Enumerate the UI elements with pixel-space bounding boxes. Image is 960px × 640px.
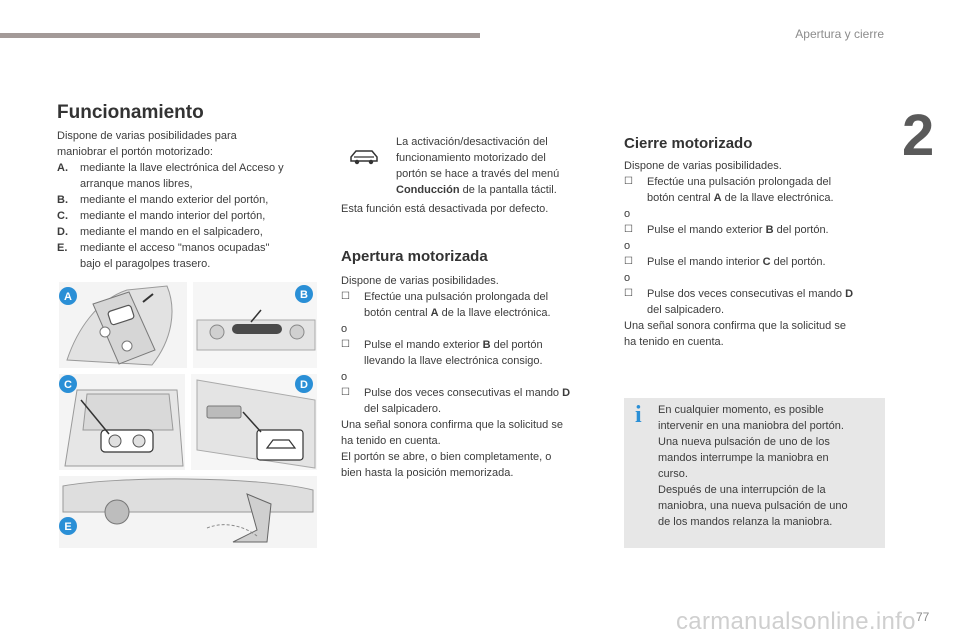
list-item: ☐ Efectúe una pulsación prolongada del botón central A de la llave electrónica. — [624, 176, 834, 204]
activation-text: La activación/desactivación del funcionamiento motorizado del portón se hace a través del menú Conducción de la pantalla táctil. — [396, 136, 560, 196]
list-item: ☐ Pulse dos veces consecutivas el mando D del salpicadero. — [341, 387, 571, 415]
option-list — [57, 160, 319, 272]
subtitle-closing: Cierre motorizado — [624, 135, 753, 152]
label-b — [295, 285, 313, 303]
info-note — [624, 398, 885, 548]
interior-button-panel — [59, 374, 185, 470]
list-item: ☐ Pulse dos veces consecutivas el mando D del salpicadero. — [624, 288, 854, 316]
info-note-text: En cualquier momento, es posible intervenir en una maniobra del portón. Una nueva pulsación de uno de los mandos interrumpe la maniobra en curso. Después de una interrupción de la maniobra, una nueva pulsación de uno de los mandos relanza la maniobra. — [658, 404, 848, 528]
svg-text:C: C — [64, 379, 72, 391]
list-item: E. mediante el acceso "manos ocupadas" bajo el paragolpes trasero. — [57, 242, 270, 270]
watermark: carmanualsonline.info — [676, 608, 916, 635]
list-item: ☐ Pulse el mando exterior B del portón llevando la llave electrónica consigo. — [341, 339, 543, 367]
subtitle-opening: Apertura motorizada — [341, 248, 488, 265]
default-text: Esta función está desactivada por defecto. — [341, 203, 549, 215]
label-c — [59, 375, 77, 393]
controls-illustration — [57, 280, 319, 550]
label-d — [295, 375, 313, 393]
closing-steps — [624, 174, 886, 318]
info-icon: i — [635, 402, 642, 428]
list-item: o — [624, 208, 631, 220]
svg-text:E: E — [64, 521, 72, 533]
list-item: o — [624, 240, 631, 252]
list-item: D. mediante el mando en el salpicadero, — [57, 226, 263, 238]
key-fob-panel — [59, 282, 187, 368]
svg-text:D: D — [300, 379, 308, 391]
label-a — [59, 287, 77, 305]
chapter-number: 2 — [902, 103, 935, 168]
header-bar — [0, 33, 480, 38]
list-item: o — [624, 272, 631, 284]
list-item: ☐ Pulse el mando exterior B del portón. — [624, 224, 829, 236]
svg-text:B: B — [300, 289, 308, 301]
page-title: Funcionamiento — [57, 102, 204, 123]
list-item: A. mediante la llave electrónica del Acceso y arranque manos libres, — [57, 162, 284, 190]
closing-intro: Dispone de varias posibilidades. — [624, 160, 782, 172]
page-number: 77 — [916, 610, 930, 624]
hands-free-panel — [59, 476, 317, 548]
left-intro: Dispone de varias posibilidades para maniobrar el portón motorizado: — [57, 130, 237, 158]
closing-end: Una señal sonora confirma que la solicitud se ha tenido en cuenta. — [624, 320, 846, 348]
section-title: Apertura y cierre — [795, 27, 884, 41]
list-item: ☐ Efectúe una pulsación prolongada del botón central A de la llave electrónica. — [341, 291, 551, 319]
svg-text:A: A — [64, 291, 72, 303]
opening-steps — [341, 289, 603, 417]
list-item: o — [341, 371, 348, 383]
label-e — [59, 517, 77, 535]
list-item: B. mediante el mando exterior del portón, — [57, 194, 269, 206]
opening-intro: Dispone de varias posibilidades. — [341, 275, 499, 287]
list-item: o — [341, 323, 348, 335]
list-item: C. mediante el mando interior del portón, — [57, 210, 266, 222]
car-icon — [348, 146, 380, 168]
list-item: ☐ Pulse el mando interior C del portón. — [624, 256, 826, 268]
opening-end: Una señal sonora confirma que la solicitud se ha tenido en cuenta. El portón se abre, o bien completamente, o bien hasta la posición memorizada. — [341, 419, 563, 479]
